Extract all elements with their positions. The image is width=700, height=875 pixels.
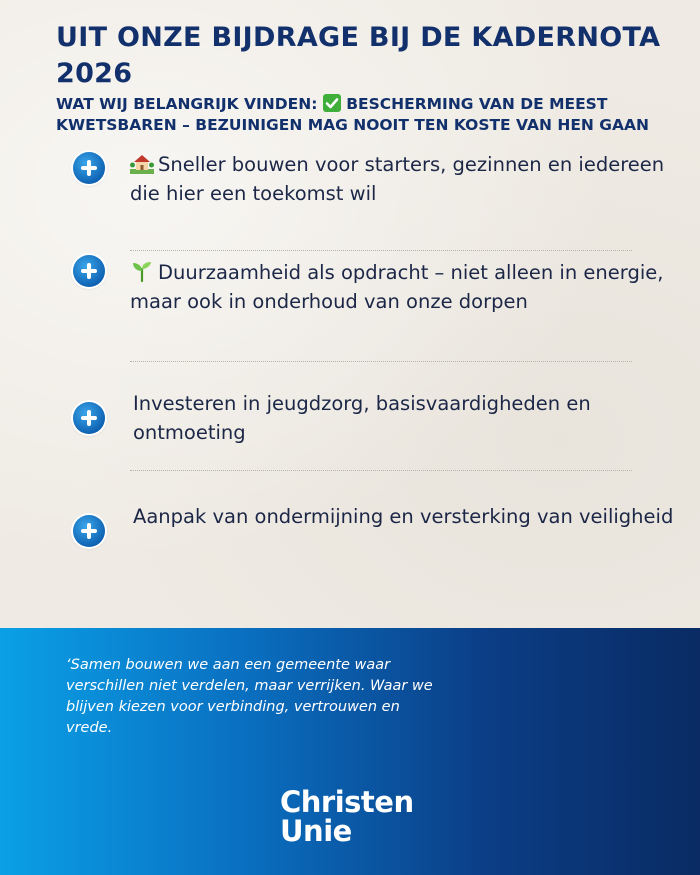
list-item-text (130, 150, 685, 208)
divider (130, 470, 632, 471)
divider (130, 250, 632, 251)
plus-icon (73, 152, 105, 184)
list-item-text: Aanpak van ondermijning en versterking van veiligheid (133, 505, 674, 528)
subtitle-text-end: BESCHERMING VAN DE MEEST KWETSBAREN – BEZUINIGEN MAG NOOIT TEN KOSTE VAN HEN GAAN (56, 95, 649, 134)
page-subtitle (56, 94, 696, 136)
christenunie-logo (280, 785, 480, 848)
list-item-text (130, 258, 685, 316)
page-title: UIT ONZE BIJDRAGE BIJ DE KADERNOTA 2026 (56, 22, 661, 89)
footer-quote: ‘Samen bouwen we aan een gemeente waar verschillen niet verdelen, maar verrijken. Waar we blijven kiezen voor verbinding, vertrouwen en vrede. (66, 657, 433, 736)
item-text-1: Sneller bouwen voor starters, gezinnen en iedereen die hier een toekomst wil (130, 153, 665, 205)
plus-icon (73, 402, 105, 434)
subtitle-text-start: WAT WIJ BELANGRIJK VINDEN: (56, 95, 323, 113)
divider (130, 361, 632, 362)
check-mark-icon (323, 94, 341, 112)
house-garden-icon (130, 152, 154, 174)
logo-line-1: Christen (280, 785, 414, 819)
plus-icon (73, 515, 105, 547)
plus-icon (73, 255, 105, 287)
seedling-icon (130, 260, 154, 282)
list-item-text: Investeren in jeugdzorg, basisvaardigheden en ontmoeting (133, 392, 591, 444)
item-text-2: Duurzaamheid als opdracht – niet alleen in energie, maar ook in onderhoud van onze dorpen (130, 261, 664, 313)
footer-banner (0, 628, 700, 875)
logo-line-2: Unie (280, 814, 352, 848)
